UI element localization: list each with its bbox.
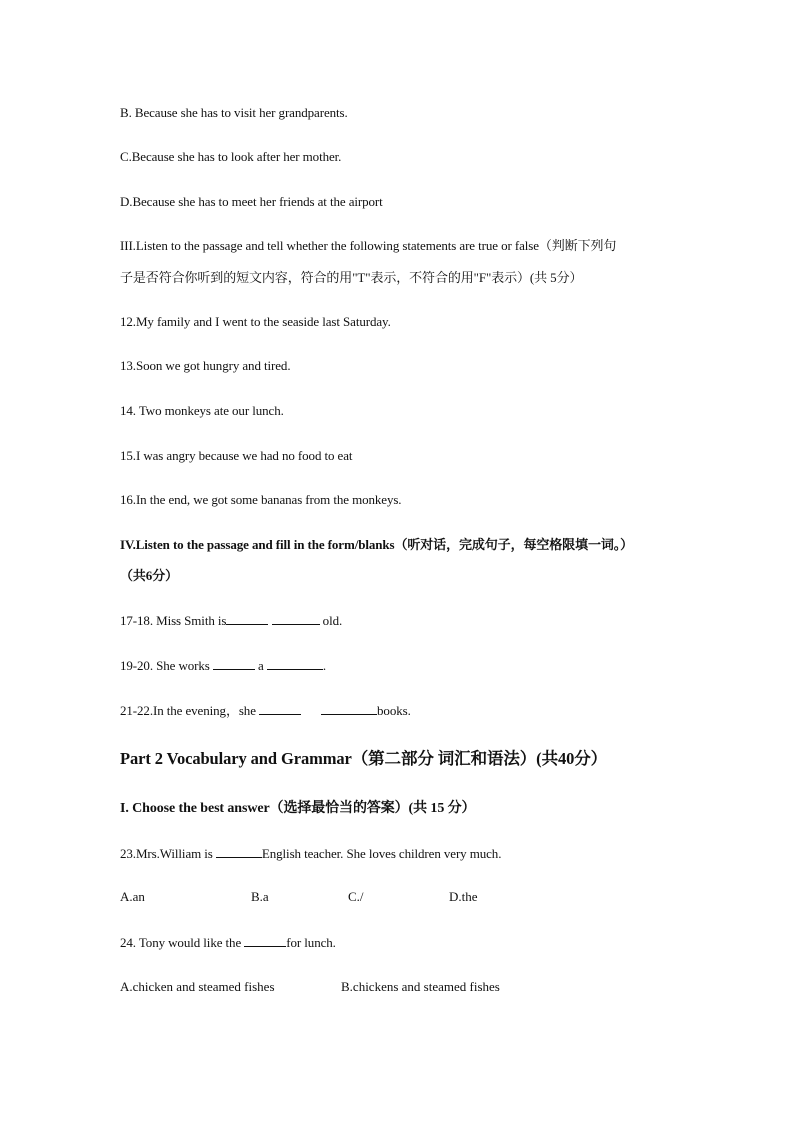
statement-16: 16.In the end, we got some bananas from the monkeys. bbox=[120, 492, 402, 507]
fill-19-20-suffix: . bbox=[322, 658, 327, 673]
fill-21-22-prefix: 21-22.In the evening，she bbox=[120, 703, 260, 718]
blank-22[interactable] bbox=[321, 702, 377, 715]
question-24-option-a[interactable]: A.chicken and steamed fishes bbox=[120, 979, 275, 994]
question-23-option-d[interactable]: D.the bbox=[449, 889, 478, 904]
blank-24[interactable] bbox=[244, 934, 286, 947]
question-23-prefix: 23.Mrs.William is bbox=[120, 846, 216, 861]
section-i-heading: I. Choose the best answer（选择最恰当的答案）(共 15 分） bbox=[120, 801, 476, 816]
statement-15: 15.I was angry because we had no food to eat bbox=[120, 448, 353, 463]
blank-20[interactable] bbox=[267, 657, 323, 670]
statement-12: 12.My family and I went to the seaside last Saturday. bbox=[120, 314, 391, 329]
section-iv-instruction-line2: （共6分） bbox=[120, 568, 179, 583]
question-23-option-a[interactable]: A.an bbox=[120, 889, 145, 904]
question-23-option-b[interactable]: B.a bbox=[251, 889, 269, 904]
option-b-text: B. Because she has to visit her grandparents. bbox=[120, 105, 348, 120]
question-23-option-c[interactable]: C./ bbox=[348, 889, 364, 904]
option-c-text: C.Because she has to look after her mother. bbox=[120, 149, 342, 164]
question-23 bbox=[120, 845, 501, 862]
option-d-text: D.Because she has to meet her friends at the airport bbox=[120, 194, 383, 209]
statement-13: 13.Soon we got hungry and tired. bbox=[120, 358, 291, 373]
statement-14: 14. Two monkeys ate our lunch. bbox=[120, 403, 284, 418]
fill-21-22-suffix: books. bbox=[377, 703, 411, 718]
fill-19-20-middle: a bbox=[254, 658, 267, 673]
question-24-option-b[interactable]: B.chickens and steamed fishes bbox=[341, 979, 500, 994]
section-iii-instruction-line2: 子是否符合你听到的短文内容，符合的用"T"表示，不符合的用"F"表示）(共 5分） bbox=[120, 270, 583, 285]
fill-question-21-22 bbox=[120, 702, 411, 719]
fill-question-19-20 bbox=[120, 657, 326, 674]
question-23-suffix: English teacher. She loves children very much. bbox=[261, 846, 502, 861]
fill-question-17-18 bbox=[120, 612, 342, 629]
blank-23[interactable] bbox=[216, 845, 262, 858]
blank-18[interactable] bbox=[272, 612, 320, 625]
question-24 bbox=[120, 934, 336, 951]
fill-17-18-prefix: 17-18. Miss Smith is bbox=[120, 613, 227, 628]
fill-17-18-suffix: old. bbox=[319, 613, 343, 628]
section-iii-instruction-line1: III.Listen to the passage and tell whether the following statements are true or false（判断下列句 bbox=[120, 238, 617, 253]
part-2-heading: Part 2 Vocabulary and Grammar（第二部分 词汇和语法）(共40分） bbox=[120, 749, 608, 768]
section-iv-instruction-line1: IV.Listen to the passage and fill in the form/blanks（听对话，完成句子，每空格限填一词。） bbox=[120, 537, 634, 552]
fill-19-20-prefix: 19-20. She works bbox=[120, 658, 213, 673]
question-24-prefix: 24. Tony would like the bbox=[120, 935, 245, 950]
blank-17[interactable] bbox=[226, 612, 268, 625]
blank-21[interactable] bbox=[259, 702, 301, 715]
blank-19[interactable] bbox=[213, 657, 255, 670]
question-24-suffix: for lunch. bbox=[286, 935, 336, 950]
